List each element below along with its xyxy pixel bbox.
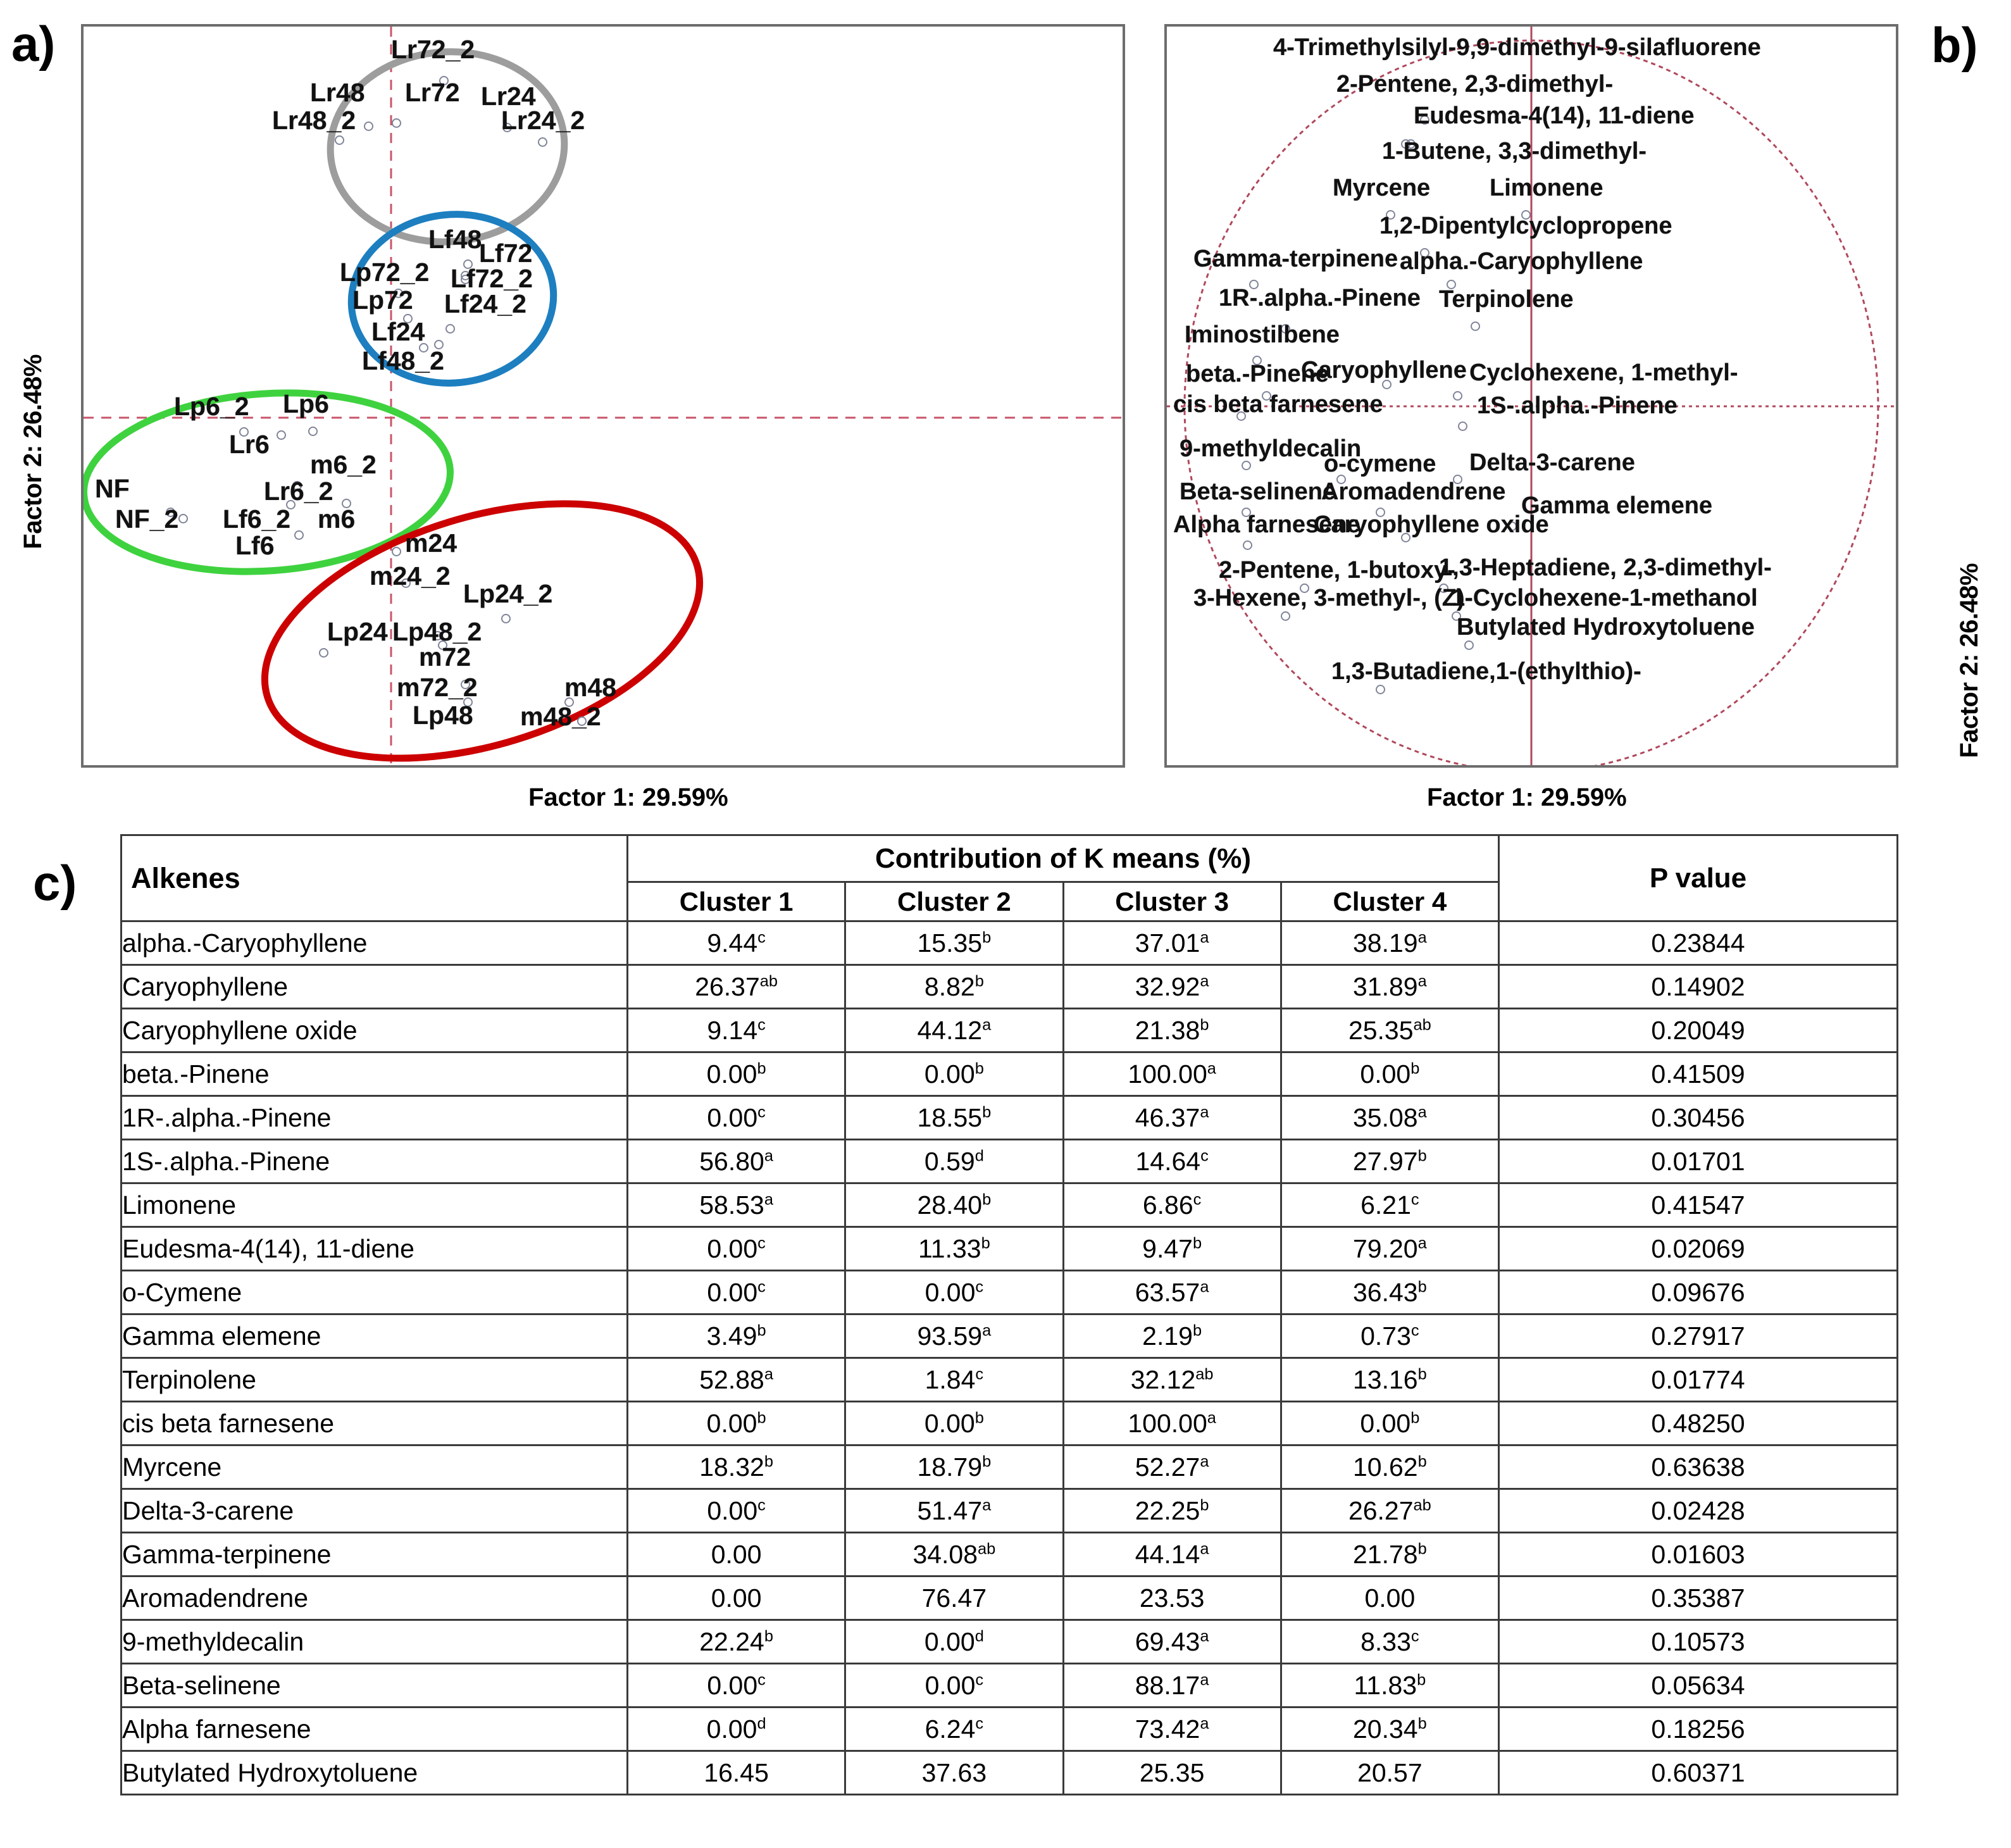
cell-cluster-2: 18.79$^b$ (845, 1445, 1063, 1489)
cell-alkene-name: 9-methyldecalin (121, 1620, 628, 1664)
data-point-marker (392, 118, 401, 128)
cell-cluster-3: 32.12$^{ab}$ (1063, 1358, 1281, 1402)
cell-cluster-4: 21.78$^b$ (1281, 1533, 1498, 1576)
data-point-label: m48_2 (520, 702, 601, 731)
figure-top-row (0, 0, 2011, 816)
table-head (121, 835, 1898, 921)
data-point-marker (1458, 421, 1467, 431)
data-point-label: Cyclohexene, 1-methyl- (1469, 359, 1738, 386)
cell-cluster-4: 35.08$^a$ (1281, 1096, 1498, 1140)
cell-alkene-name: Caryophyllene (121, 965, 628, 1009)
panel-b-plot-area (1167, 27, 1896, 765)
table-row (121, 1445, 1898, 1489)
data-point-label: 1R-.alpha.-Pinene (1219, 285, 1421, 311)
cell-cluster-2: 0.00$^c$ (845, 1664, 1063, 1708)
cell-alkene-name: Myrcene (121, 1445, 628, 1489)
data-point-label: Lr24_2 (501, 106, 585, 135)
cell-cluster-2: 18.55$^b$ (845, 1096, 1063, 1140)
cell-p-value: 0.60371 (1499, 1751, 1898, 1795)
data-point-label: m24 (405, 528, 458, 558)
cell-cluster-4: 0.00$^b$ (1281, 1052, 1498, 1096)
data-point-label: Limonene (1490, 175, 1603, 201)
cell-cluster-4: 38.19$^a$ (1281, 921, 1498, 965)
cell-cluster-4: 8.33$^c$ (1281, 1620, 1498, 1664)
kmeans-contribution-table-wrapper (120, 834, 1898, 1795)
cell-cluster-4: 20.57 (1281, 1751, 1498, 1795)
cell-cluster-2: 51.47$^a$ (845, 1489, 1063, 1533)
panel-b-y-axis-label: Factor 2: 26.48% (1955, 563, 1983, 758)
data-point-label: Lp72 (352, 285, 413, 315)
data-point-label: Lr48_2 (272, 106, 356, 135)
data-point-label: Gamma elemene (1521, 492, 1713, 519)
cell-cluster-2: 6.24$^c$ (845, 1708, 1063, 1751)
cell-alkene-name: Gamma elemene (121, 1314, 628, 1358)
cell-p-value: 0.23844 (1499, 921, 1898, 965)
data-point-label: Lf48 (428, 225, 482, 254)
table-row (121, 1052, 1898, 1096)
cell-cluster-1: 16.45 (628, 1751, 845, 1795)
cell-cluster-3: 9.47$^b$ (1063, 1227, 1281, 1271)
data-point-label: 1S-.alpha.-Pinene (1477, 392, 1678, 419)
data-point-label: Lr6 (229, 430, 270, 459)
column-header-pvalue: P value (1499, 835, 1898, 921)
cell-cluster-1: 22.24$^b$ (628, 1620, 845, 1664)
data-point-label: Lf72_2 (451, 264, 533, 293)
cell-cluster-2: 0.00$^d$ (845, 1620, 1063, 1664)
data-point-label: Eudesma-4(14), 11-diene (1414, 103, 1695, 129)
column-header-cluster-1: Cluster 1 (628, 882, 845, 921)
panel-a-plot-area (84, 27, 1123, 765)
panel-b-plot (1164, 24, 1898, 768)
panel-a-label: a) (11, 16, 56, 72)
table-row (121, 1140, 1898, 1183)
table-row (121, 1271, 1898, 1314)
data-point-marker (392, 547, 401, 556)
data-point-label: 1-Butene, 3,3-dimethyl- (1382, 138, 1647, 165)
cell-cluster-3: 25.35 (1063, 1751, 1281, 1795)
cell-cluster-3: 21.38$^b$ (1063, 1009, 1281, 1052)
table-row (121, 1533, 1898, 1576)
data-point-label: cis beta farnesene (1173, 391, 1383, 418)
data-point-label: 1,3-Butadiene,1-(ethylthio)- (1331, 658, 1641, 685)
cell-alkene-name: beta.-Pinene (121, 1052, 628, 1096)
cell-cluster-3: 14.64$^c$ (1063, 1140, 1281, 1183)
cell-cluster-4: 25.35$^{ab}$ (1281, 1009, 1498, 1052)
table-body (121, 921, 1898, 1795)
cell-cluster-1: 0.00 (628, 1576, 845, 1620)
table-row (121, 1358, 1898, 1402)
column-header-cluster-3: Cluster 3 (1063, 882, 1281, 921)
cell-cluster-3: 22.25$^b$ (1063, 1489, 1281, 1533)
cell-cluster-1: 3.49$^b$ (628, 1314, 845, 1358)
cell-alkene-name: Delta-3-carene (121, 1489, 628, 1533)
panel-b-x-axis-label: Factor 1: 29.59% (1427, 784, 1627, 811)
table-row (121, 1751, 1898, 1795)
cell-alkene-name: Butylated Hydroxytoluene (121, 1751, 628, 1795)
data-point-label: Lf72 (479, 239, 533, 268)
cell-cluster-2: 37.63 (845, 1751, 1063, 1795)
data-point-label: m72_2 (397, 673, 478, 702)
data-point-label: Iminostilbene (1185, 322, 1340, 348)
data-point-label: Alpha farnesene (1173, 511, 1360, 538)
column-header-cluster-4: Cluster 4 (1281, 882, 1498, 921)
cell-cluster-4: 36.43$^b$ (1281, 1271, 1498, 1314)
cell-cluster-2: 28.40$^b$ (845, 1183, 1063, 1227)
cell-cluster-4: 10.62$^b$ (1281, 1445, 1498, 1489)
cell-cluster-4: 26.27$^{ab}$ (1281, 1489, 1498, 1533)
cell-cluster-1: 52.88$^a$ (628, 1358, 845, 1402)
cell-cluster-3: 37.01$^a$ (1063, 921, 1281, 965)
cell-p-value: 0.05634 (1499, 1664, 1898, 1708)
data-point-label: Lp6_2 (174, 392, 249, 421)
cell-cluster-1: 56.80$^a$ (628, 1140, 845, 1183)
column-header-contribution: Contribution of K means (%) (628, 835, 1499, 882)
data-point-label: m6 (318, 504, 356, 534)
data-point-marker (1453, 391, 1462, 401)
table-row (121, 965, 1898, 1009)
table-row (121, 1620, 1898, 1664)
cell-cluster-1: 26.37$^{ab}$ (628, 965, 845, 1009)
data-point-label: Lr6_2 (264, 477, 333, 506)
cell-cluster-2: 8.82$^b$ (845, 965, 1063, 1009)
data-point-label: Butylated Hydroxytoluene (1457, 614, 1755, 640)
cell-alkene-name: Beta-selinene (121, 1664, 628, 1708)
data-point-marker (1376, 685, 1385, 694)
cell-cluster-3: 52.27$^a$ (1063, 1445, 1281, 1489)
panel-a-y-axis-label: Factor 2: 26.48% (19, 354, 47, 549)
cell-cluster-2: 0.00$^b$ (845, 1052, 1063, 1096)
cell-cluster-2: 11.33$^b$ (845, 1227, 1063, 1271)
column-header-cluster-2: Cluster 2 (845, 882, 1063, 921)
data-point-label: Lr72_2 (391, 35, 475, 64)
data-point-label: 9-methyldecalin (1180, 435, 1362, 462)
data-point-label: 2-Pentene, 1-butoxy- (1219, 557, 1455, 584)
cell-p-value: 0.10573 (1499, 1620, 1898, 1664)
cell-alkene-name: 1S-.alpha.-Pinene (121, 1140, 628, 1183)
data-point-label: alpha.-Caryophyllene (1400, 248, 1643, 275)
cell-cluster-1: 0.00$^d$ (628, 1708, 845, 1751)
cell-p-value: 0.48250 (1499, 1402, 1898, 1445)
cell-cluster-1: 0.00$^c$ (628, 1271, 845, 1314)
cell-p-value: 0.30456 (1499, 1096, 1898, 1140)
cell-cluster-1: 18.32$^b$ (628, 1445, 845, 1489)
cell-alkene-name: Aromadendrene (121, 1576, 628, 1620)
table-row (121, 1096, 1898, 1140)
cell-cluster-1: 9.44$^c$ (628, 921, 845, 965)
cell-p-value: 0.20049 (1499, 1009, 1898, 1052)
cell-cluster-4: 0.00$^b$ (1281, 1402, 1498, 1445)
data-point-label: Lp48_2 (392, 617, 482, 646)
data-point-marker (335, 135, 344, 145)
data-point-label: 3-Hexene, 3-methyl-, (Z)- (1193, 585, 1473, 611)
cell-cluster-1: 0.00$^b$ (628, 1052, 845, 1096)
data-point-label: o-cymene (1324, 451, 1436, 477)
cell-cluster-2: 76.47 (845, 1576, 1063, 1620)
data-point-label: Lr72 (405, 78, 460, 107)
panel-a-x-axis-label: Factor 1: 29.59% (528, 784, 728, 811)
cell-cluster-4: 20.34$^b$ (1281, 1708, 1498, 1751)
data-point-label: 1,2-Dipentylcyclopropene (1379, 213, 1672, 239)
panel-b-label: b) (1931, 17, 1978, 73)
data-point-label: NF_2 (115, 504, 179, 534)
cell-p-value: 0.01701 (1499, 1140, 1898, 1183)
data-point-label: Lf6 (235, 531, 275, 560)
data-point-label: m48 (564, 673, 617, 702)
cell-cluster-1: 0.00$^c$ (628, 1664, 845, 1708)
data-point-label: Lp24_2 (463, 579, 553, 608)
cell-p-value: 0.63638 (1499, 1445, 1898, 1489)
cell-alkene-name: o-Cymene (121, 1271, 628, 1314)
cell-cluster-2: 44.12$^a$ (845, 1009, 1063, 1052)
cell-cluster-2: 0.00$^c$ (845, 1271, 1063, 1314)
data-point-marker (1281, 611, 1290, 621)
cell-p-value: 0.02428 (1499, 1489, 1898, 1533)
cell-alkene-name: alpha.-Caryophyllene (121, 921, 628, 965)
data-point-marker (538, 137, 547, 147)
table-row (121, 1576, 1898, 1620)
data-point-label: Lr48 (310, 78, 365, 107)
cell-cluster-1: 9.14$^c$ (628, 1009, 845, 1052)
table-row (121, 1227, 1898, 1271)
data-point-label: Lr24 (481, 82, 536, 111)
cell-cluster-1: 0.00$^c$ (628, 1489, 845, 1533)
data-point-label: Delta-3-carene (1469, 449, 1635, 476)
cell-alkene-name: 1R-.alpha.-Pinene (121, 1096, 628, 1140)
data-point-label: Gamma-terpinene (1193, 246, 1398, 272)
cell-p-value: 0.18256 (1499, 1708, 1898, 1751)
data-point-label: 1,3-Heptadiene, 2,3-dimethyl- (1439, 554, 1772, 581)
data-point-marker (1242, 461, 1251, 470)
data-point-label: Lf48_2 (362, 346, 444, 375)
data-point-label: 4-Trimethylsilyl-9,9-dimethyl-9-silafluorene (1273, 34, 1761, 61)
cell-cluster-3: 100.00$^a$ (1063, 1402, 1281, 1445)
cell-cluster-2: 0.00$^b$ (845, 1402, 1063, 1445)
data-point-label: Caryophyllene oxide (1314, 511, 1549, 538)
cell-alkene-name: Eudesma-4(14), 11-diene (121, 1227, 628, 1271)
cell-p-value: 0.14902 (1499, 965, 1898, 1009)
table-row (121, 1314, 1898, 1358)
data-point-label: Lp24 (327, 617, 388, 646)
cell-cluster-4: 0.00 (1281, 1576, 1498, 1620)
cell-cluster-2: 0.59$^d$ (845, 1140, 1063, 1183)
table-row (121, 1708, 1898, 1751)
data-point-label: m72 (419, 642, 471, 671)
cell-cluster-4: 31.89$^a$ (1281, 965, 1498, 1009)
data-point-marker (1471, 322, 1480, 331)
cell-cluster-1: 58.53$^a$ (628, 1183, 845, 1227)
panel-a-plot (81, 24, 1125, 768)
data-point-label: m6_2 (310, 450, 377, 479)
data-point-marker (445, 324, 455, 334)
data-point-label: Lf6_2 (223, 504, 291, 534)
cell-p-value: 0.01603 (1499, 1533, 1898, 1576)
cell-cluster-4: 11.83$^b$ (1281, 1664, 1498, 1708)
cell-alkene-name: Limonene (121, 1183, 628, 1227)
cell-cluster-3: 100.00$^a$ (1063, 1052, 1281, 1096)
data-point-marker (319, 648, 328, 658)
data-point-marker (294, 530, 304, 540)
data-point-label: Terpinolene (1439, 286, 1574, 313)
data-point-marker (277, 430, 286, 440)
data-point-label: 2-Pentene, 2,3-dimethyl- (1336, 71, 1614, 97)
panel-c-label: c) (33, 855, 77, 911)
cell-alkene-name: cis beta farnesene (121, 1402, 628, 1445)
cell-cluster-2: 93.59$^a$ (845, 1314, 1063, 1358)
table-row (121, 1009, 1898, 1052)
cell-cluster-4: 0.73$^c$ (1281, 1314, 1498, 1358)
cell-p-value: 0.35387 (1499, 1576, 1898, 1620)
cell-cluster-4: 79.20$^a$ (1281, 1227, 1498, 1271)
column-header-alkenes: Alkenes (121, 835, 628, 921)
table-header-row-1 (121, 835, 1898, 882)
table-row (121, 921, 1898, 965)
data-point-label: Lp72_2 (340, 258, 430, 287)
cell-cluster-1: 0.00$^c$ (628, 1227, 845, 1271)
data-point-marker (364, 122, 373, 131)
cell-p-value: 0.41509 (1499, 1052, 1898, 1096)
table-row (121, 1489, 1898, 1533)
data-point-marker (178, 514, 188, 523)
cell-p-value: 0.02069 (1499, 1227, 1898, 1271)
data-point-label: Myrcene (1333, 175, 1431, 201)
cell-alkene-name: Gamma-terpinene (121, 1533, 628, 1576)
cell-cluster-3: 23.53 (1063, 1576, 1281, 1620)
cell-cluster-3: 6.86$^c$ (1063, 1183, 1281, 1227)
data-point-label: Aromadendrene (1321, 478, 1506, 505)
cell-alkene-name: Caryophyllene oxide (121, 1009, 628, 1052)
cell-cluster-1: 0.00 (628, 1533, 845, 1576)
data-point-label: NF (95, 474, 130, 503)
cell-alkene-name: Alpha farnesene (121, 1708, 628, 1751)
data-point-label: beta.-Pinene (1186, 361, 1329, 387)
table-row (121, 1402, 1898, 1445)
cell-cluster-3: 32.92$^a$ (1063, 965, 1281, 1009)
cell-cluster-3: 46.37$^a$ (1063, 1096, 1281, 1140)
data-point-label: Beta-selinene (1180, 478, 1336, 505)
data-point-label: Lp48 (413, 701, 473, 730)
cell-cluster-3: 63.57$^a$ (1063, 1271, 1281, 1314)
data-point-label: Caryophyllene (1301, 357, 1467, 384)
cell-cluster-4: 13.16$^b$ (1281, 1358, 1498, 1402)
cell-cluster-2: 34.08$^{ab}$ (845, 1533, 1063, 1576)
data-point-marker (308, 427, 318, 436)
cell-cluster-3: 88.17$^a$ (1063, 1664, 1281, 1708)
cluster-ellipse-gray (324, 44, 571, 249)
data-point-label: m24_2 (370, 561, 451, 590)
cell-cluster-4: 27.97$^b$ (1281, 1140, 1498, 1183)
cell-cluster-1: 0.00$^c$ (628, 1096, 845, 1140)
data-point-marker (501, 614, 511, 623)
cell-cluster-3: 69.43$^a$ (1063, 1620, 1281, 1664)
table-row (121, 1664, 1898, 1708)
table-row (121, 1183, 1898, 1227)
kmeans-contribution-table (120, 834, 1898, 1795)
cell-cluster-3: 73.42$^a$ (1063, 1708, 1281, 1751)
cell-cluster-3: 2.19$^b$ (1063, 1314, 1281, 1358)
data-point-marker (1464, 640, 1474, 650)
cell-p-value: 0.01774 (1499, 1358, 1898, 1402)
cell-cluster-2: 15.35$^b$ (845, 921, 1063, 965)
cell-cluster-2: 1.84$^c$ (845, 1358, 1063, 1402)
cell-p-value: 0.27917 (1499, 1314, 1898, 1358)
cell-p-value: 0.41547 (1499, 1183, 1898, 1227)
cell-alkene-name: Terpinolene (121, 1358, 628, 1402)
data-point-label: Lf24_2 (444, 289, 526, 318)
data-point-label: Lf24 (371, 317, 425, 346)
data-point-label: 1-Cyclohexene-1-methanol (1452, 585, 1758, 611)
data-point-label: Lp6 (283, 389, 329, 418)
cell-cluster-1: 0.00$^b$ (628, 1402, 845, 1445)
cell-cluster-3: 44.14$^a$ (1063, 1533, 1281, 1576)
data-point-marker (1243, 540, 1252, 550)
cell-p-value: 0.09676 (1499, 1271, 1898, 1314)
cell-cluster-4: 6.21$^c$ (1281, 1183, 1498, 1227)
